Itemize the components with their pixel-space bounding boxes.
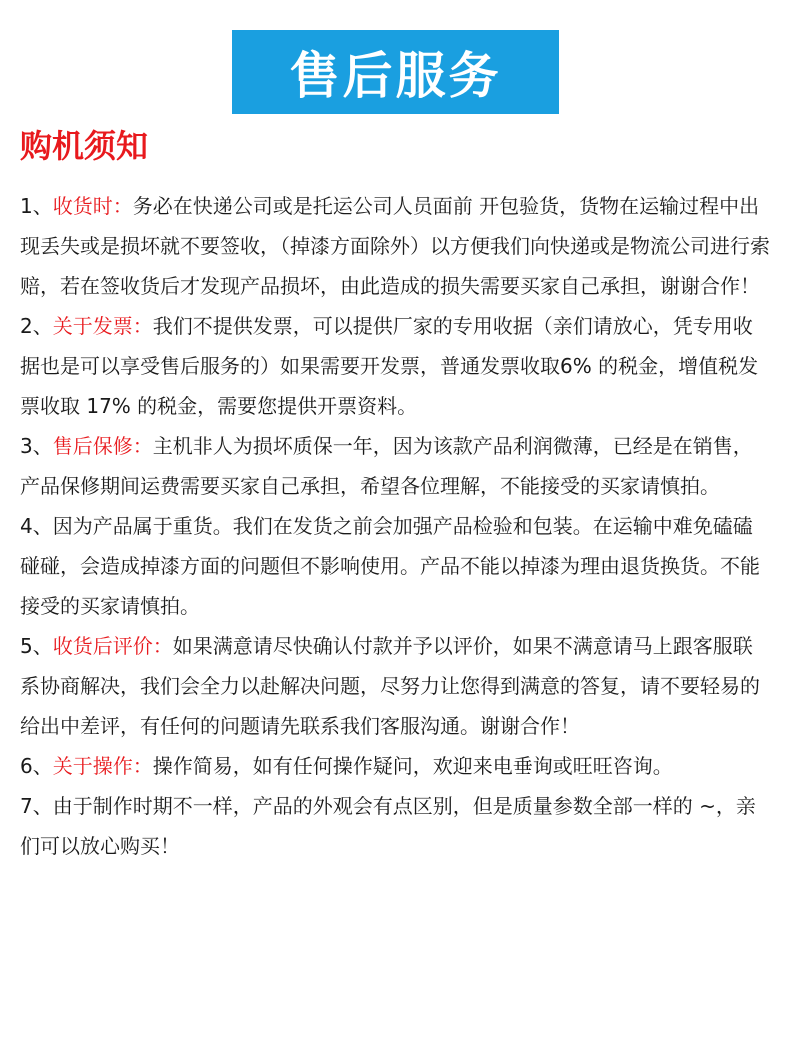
item-label: 收货时： <box>52 194 133 218</box>
item-text: 我们不提供发票，可以提供厂家的专用收据（亲们请放心，凭专用收据也是可以享受售后服务的）如果需要开发票，普通发票收取6% 的税金，增值税发票收取 17% 的税金，需要您提供开票资料。 <box>20 314 759 418</box>
item-text: 务必在快递公司或是托运公司人员面前 开包验货，货物在运输过程中出现丢失或是损坏就不要签收，（掉漆方面除外）以方便我们向快递或是物流公司进行索赔，若在签收货后才发现产品损坏，由此造成的损失需要买家自己承担，谢谢合作！ <box>20 194 770 298</box>
item-number: 7、 <box>20 794 53 818</box>
notice-item-2 <box>20 306 772 426</box>
item-label: 收货后评价： <box>52 634 173 658</box>
item-text: 操作简易，如有任何操作疑问，欢迎来电垂询或旺旺咨询。 <box>152 754 673 778</box>
item-number: 5、 <box>20 634 53 658</box>
notice-item-5 <box>20 626 772 746</box>
item-text: 因为产品属于重货。我们在发货之前会加强产品检验和包装。在运输中难免磕磕碰碰，会造成掉漆方面的问题但不影响使用。产品不能以掉漆为理由退货换货。不能接受的买家请慎拍。 <box>20 514 760 618</box>
page-title-banner <box>232 30 559 114</box>
notice-item-7 <box>20 786 772 866</box>
item-label: 关于操作： <box>52 754 153 778</box>
section-title: 购机须知 <box>20 127 149 165</box>
item-text: 由于制作时期不一样，产品的外观会有点区别，但是质量参数全部一样的 ~，亲们可以放心购买！ <box>20 794 756 858</box>
notice-item-1 <box>20 186 772 306</box>
notice-item-3 <box>20 426 772 506</box>
item-text: 如果满意请尽快确认付款并予以评价，如果不满意请马上跟客服联系协商解决，我们会全力以赴解决问题，尽努力让您得到满意的答复，请不要轻易的给出中差评，有任何的问题请先联系我们客服沟通。谢谢合作！ <box>20 634 760 738</box>
item-text: 主机非人为损坏质保一年，因为该款产品利润微薄，已经是在销售，产品保修期间运费需要买家自己承担，希望各位理解，不能接受的买家请慎拍。 <box>20 434 753 498</box>
item-number: 1、 <box>20 194 53 218</box>
notice-list <box>20 186 772 866</box>
item-number: 2、 <box>20 314 53 338</box>
notice-item-6 <box>20 746 772 786</box>
item-number: 3、 <box>20 434 53 458</box>
item-number: 6、 <box>20 754 53 778</box>
page-title: 售后服务 <box>289 47 502 105</box>
item-number: 4、 <box>20 514 53 538</box>
item-label: 售后保修： <box>52 434 153 458</box>
notice-item-4 <box>20 506 772 626</box>
item-label: 关于发票： <box>52 314 153 338</box>
